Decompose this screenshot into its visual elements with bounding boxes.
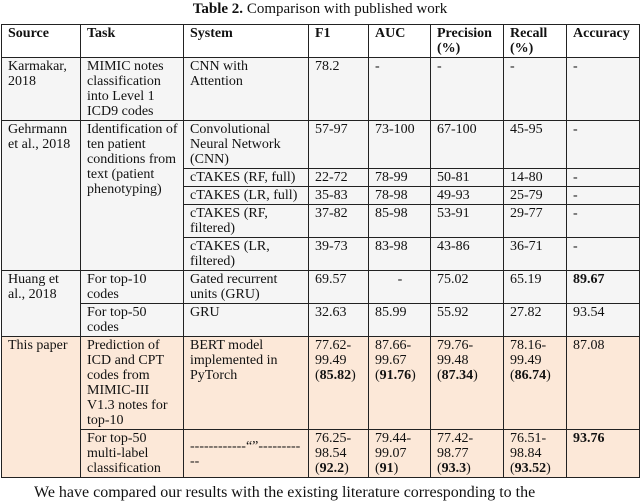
cell: cTAKES (LR, full) xyxy=(184,187,309,205)
cell: - xyxy=(567,169,640,187)
cell: 67-100 xyxy=(431,121,504,169)
cell: 93.76 xyxy=(567,430,640,478)
cell: 29-77 xyxy=(504,205,567,238)
cell: 89.67 xyxy=(567,271,640,304)
best-value: 93.3 xyxy=(441,461,467,476)
best-value: 91 xyxy=(379,461,394,476)
cell: 14-80 xyxy=(504,169,567,187)
cell: Convolutional Neural Network (CNN) xyxy=(184,121,309,169)
col-f1: F1 xyxy=(309,25,369,58)
cell: 65.19 xyxy=(504,271,567,304)
cell: 78.2 xyxy=(309,58,369,121)
range: 79.44-99.07 xyxy=(375,431,412,461)
cell: - xyxy=(369,271,431,304)
cell: Huang et al., 2018 xyxy=(2,271,81,337)
cell: - xyxy=(567,205,640,238)
cell: 83-98 xyxy=(369,238,431,271)
best-value: 86.74 xyxy=(514,368,547,383)
cell: 77.42-98.77 (93.3) xyxy=(431,430,504,478)
cell: Karmakar, 2018 xyxy=(2,58,81,121)
table-row xyxy=(2,271,640,304)
cell: 53-91 xyxy=(431,205,504,238)
cell: 77.62-99.49 (85.82) xyxy=(309,337,369,430)
table-row xyxy=(2,430,640,478)
cell: - xyxy=(567,187,640,205)
cell: 85-98 xyxy=(369,205,431,238)
col-recall: Recall (%) xyxy=(504,25,567,58)
header-row xyxy=(2,25,640,58)
cell: - xyxy=(567,121,640,169)
range: 87.66-99.67 xyxy=(375,338,412,368)
table-row xyxy=(2,58,640,121)
best-value: 85.82 xyxy=(319,368,352,383)
cell: 76.51-98.84 (93.52) xyxy=(504,430,567,478)
cell: Identification of ten patient conditions from text (patient phenotyping) xyxy=(81,121,184,271)
col-system: System xyxy=(184,25,309,58)
cell: For top-10 codes xyxy=(81,271,184,304)
cell: 32.63 xyxy=(309,304,369,337)
cell: 49-93 xyxy=(431,187,504,205)
cell: 39-73 xyxy=(309,238,369,271)
cell: 37-82 xyxy=(309,205,369,238)
cell: 78.16-99.49 (86.74) xyxy=(504,337,567,430)
cell: 57-97 xyxy=(309,121,369,169)
cell: 45-95 xyxy=(504,121,567,169)
col-source: Source xyxy=(2,25,81,58)
best-value: 87.34 xyxy=(441,368,474,383)
cell: 93.54 xyxy=(567,304,640,337)
cell: Gehrmann et al., 2018 xyxy=(2,121,81,271)
cell: 55.92 xyxy=(431,304,504,337)
table-caption: Table 2. Comparison with published work xyxy=(192,1,448,17)
cell: BERT model implemented in PyTorch xyxy=(184,337,309,430)
cell: 75.02 xyxy=(431,271,504,304)
range: 78.16-99.49 xyxy=(510,338,547,368)
table-row xyxy=(2,304,640,337)
cell: 27.82 xyxy=(504,304,567,337)
range: 76.51-98.84 xyxy=(510,431,547,461)
cell: cTAKES (RF, full) xyxy=(184,169,309,187)
cell: 43-86 xyxy=(431,238,504,271)
table-row xyxy=(2,121,640,169)
cell: Prediction of ICD and CPT codes from MIMIC-III V1.3 notes for top-10 xyxy=(81,337,184,430)
cell: - xyxy=(567,58,640,121)
range: 76.25-98.54 xyxy=(315,431,352,461)
cell: - xyxy=(431,58,504,121)
range: 77.62-99.49 xyxy=(315,338,352,368)
cell: - xyxy=(567,238,640,271)
col-auc: AUC xyxy=(369,25,431,58)
best-value: 91.76 xyxy=(379,368,412,383)
range: 77.42-98.77 xyxy=(437,431,474,461)
cell: 87.66-99.67 (91.76) xyxy=(369,337,431,430)
cell: 36-71 xyxy=(504,238,567,271)
cell: For top-50 codes xyxy=(81,304,184,337)
cell: 35-83 xyxy=(309,187,369,205)
cell: 87.08 xyxy=(567,337,640,430)
table-row xyxy=(2,337,640,430)
cell: - xyxy=(504,58,567,121)
comparison-table xyxy=(1,24,640,478)
cell: 78-98 xyxy=(369,187,431,205)
cell: For top-50 multi-label classification xyxy=(81,430,184,478)
cell: ------------“”----------- xyxy=(184,430,309,478)
cell: CNN with Attention xyxy=(184,58,309,121)
cell: cTAKES (LR, filtered) xyxy=(184,238,309,271)
best-value: 92.2 xyxy=(319,461,345,476)
cell: 85.99 xyxy=(369,304,431,337)
cell: MIMIC notes classification into Level 1 ICD9 codes xyxy=(81,58,184,121)
best-value: 93.52 xyxy=(514,461,547,476)
cell: 79.44-99.07 (91) xyxy=(369,430,431,478)
cell: cTAKES (RF, filtered) xyxy=(184,205,309,238)
col-accuracy: Accuracy xyxy=(567,25,640,58)
cell: GRU xyxy=(184,304,309,337)
col-precision: Precision (%) xyxy=(431,25,504,58)
cell: 76.25-98.54 (92.2) xyxy=(309,430,369,478)
cell: 25-79 xyxy=(504,187,567,205)
cell: Gated recurrent units (GRU) xyxy=(184,271,309,304)
cell: 69.57 xyxy=(309,271,369,304)
cell: This paper xyxy=(2,337,81,478)
range: 79.76-99.48 xyxy=(437,338,474,368)
cell: 22-72 xyxy=(309,169,369,187)
cell: 78-99 xyxy=(369,169,431,187)
cell: - xyxy=(369,58,431,121)
body-paragraph: We have compared our results with the existing literature corresponding to the xyxy=(34,484,536,501)
col-task: Task xyxy=(81,25,184,58)
cell: 73-100 xyxy=(369,121,431,169)
cell: 50-81 xyxy=(431,169,504,187)
cell: 79.76-99.48 (87.34) xyxy=(431,337,504,430)
